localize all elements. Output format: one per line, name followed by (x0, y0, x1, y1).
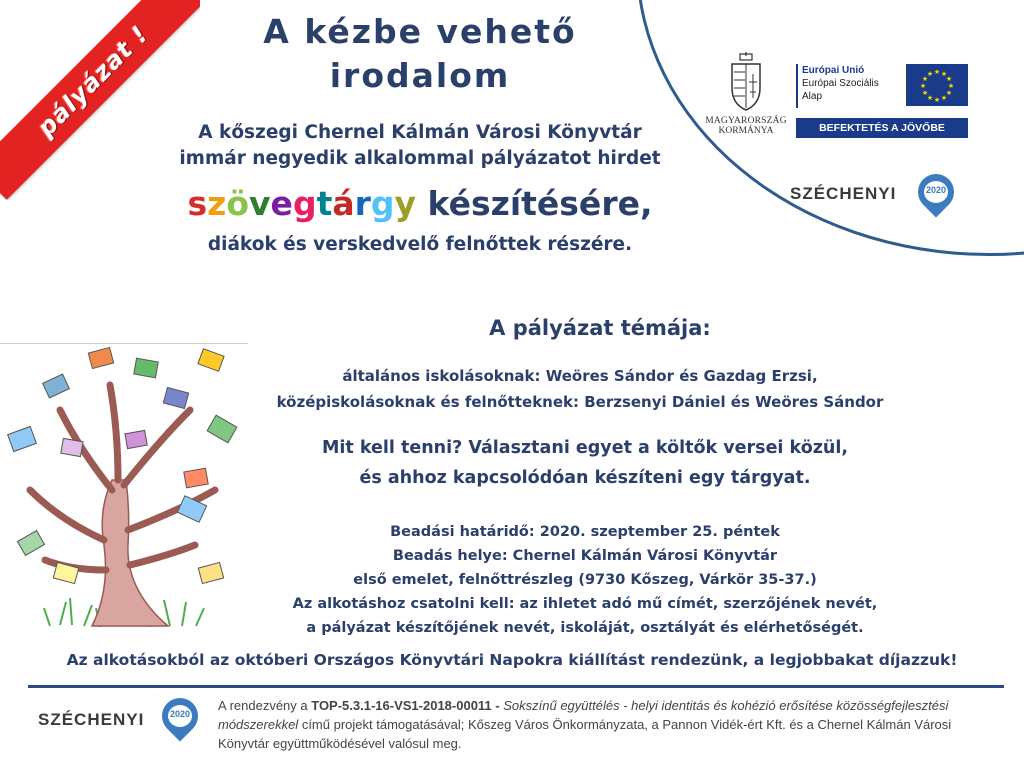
colorful-letter: g (292, 184, 317, 223)
szechenyi-logo-top (790, 170, 970, 230)
gov-logo (700, 52, 792, 136)
svg-text:★: ★ (945, 75, 953, 83)
theme-line-1: általános iskolásoknak: Weöres Sándor és Gazdag Erzsi, (342, 367, 818, 385)
svg-text:★: ★ (919, 82, 927, 90)
title-line-1: A kézbe vehető (263, 12, 577, 51)
svg-text:★: ★ (921, 75, 929, 83)
coat-of-arms-icon (726, 52, 766, 112)
page-title (200, 10, 640, 98)
colorful-letter: s (187, 184, 208, 223)
svg-text:★: ★ (933, 96, 941, 104)
colorful-letter: v (249, 184, 271, 223)
title-line-2: irodalom (329, 56, 511, 95)
szechenyi-year: 2020 (925, 185, 947, 195)
svg-text:★: ★ (933, 68, 941, 76)
svg-text:★: ★ (945, 89, 953, 97)
book-tree-icon (0, 340, 248, 640)
submission-place: Beadás helye: Chernel Kálmán Városi Könyvtár (392, 548, 778, 564)
colorful-letter: r (354, 184, 371, 223)
theme-line-2: középiskolásoknak és felnőtteknek: Berzsenyi Dániel és Weöres Sándor (276, 393, 884, 411)
colorful-word (187, 184, 416, 223)
footer-text-3: - (491, 698, 504, 713)
task-line-2: és ahhoz kapcsolódóan készíteni egy tárgyat. (359, 468, 811, 488)
attachment-requirement-1: Az alkotáshoz csatolni kell: az ihletet adó mű címét, szerzőjének nevét, (292, 596, 878, 612)
eu-flag-icon (906, 64, 968, 106)
gov-name-line-2: KORMÁNYA (718, 126, 774, 136)
colorful-letter: g (370, 184, 395, 223)
colorful-suffix: készítésére, (416, 184, 653, 223)
colorful-letter: ö (226, 184, 250, 223)
svg-text:★: ★ (940, 70, 948, 78)
gov-name-line-1: MAGYARORSZÁG (705, 116, 787, 126)
footer-szechenyi-label: SZÉCHENYI (38, 710, 145, 729)
colorful-letter: á (332, 184, 355, 223)
footer-szechenyi-year: 2020 (169, 709, 191, 719)
tree-illustration (0, 340, 248, 640)
svg-text:★: ★ (921, 89, 929, 97)
intro-line-2-b: pályázatot hirdet (474, 148, 661, 169)
colorful-letter: e (270, 184, 293, 223)
footer-divider (28, 685, 1004, 688)
exhibition-note: Az alkotásokból az októberi Országos Könyvtári Napokra kiállítást rendezünk, a legjobbakat díjazzuk! (66, 651, 958, 669)
footer-project-code: TOP-5.3.1-16-VS1-2018-00011 (311, 698, 492, 713)
eu-logo (796, 62, 970, 140)
footer-text (218, 696, 998, 753)
submission-address: első emelet, felnőttrészleg (9730 Kőszeg, Várkör 35-37.) (353, 572, 817, 588)
theme-heading: A pályázat témája: (489, 316, 711, 340)
footer-project-title: Sokszínű együttélés - helyi identitás és kohézió erősítése közösségfejlesztési módszerekkel (218, 698, 949, 732)
eu-slogan-badge: BEFEKTETÉS A JÖVŐBE (796, 118, 968, 138)
szechenyi-label: SZÉCHENYI (790, 184, 897, 203)
illustration-frame-line (0, 343, 248, 344)
eu-text-divider (796, 64, 798, 108)
deadline: Beadási határidő: 2020. szeptember 25. péntek (390, 524, 780, 540)
details (250, 520, 920, 640)
svg-text:★: ★ (947, 82, 955, 90)
szechenyi-logo-footer (38, 696, 208, 756)
task-line-1: Mit kell tenni? Választani egyet a költők versei közül, (321, 438, 849, 458)
banner-label: pályázat ! (32, 20, 154, 142)
eu-stars-icon (906, 64, 968, 106)
intro-line-2 (150, 146, 690, 172)
attachment-requirement-2: a pályázat készítőjének nevét, iskoláját, osztályát és elérhetőségét. (306, 620, 864, 636)
eu-line-3: Alap (802, 91, 823, 102)
colorful-letter: z (207, 184, 227, 223)
footer-text-5: című projekt támogatásával; Kőszeg Város Önkormányzata, a Pannon Vidék-ért Kft. és a Chernel Kálmán Városi Könyvtár együttműködésével valósul meg. (218, 717, 952, 751)
svg-text:★: ★ (926, 94, 934, 102)
svg-text:★: ★ (926, 70, 934, 78)
audience-text: diákok és verskedvelő felnőttek részére. (207, 234, 633, 255)
eu-line-1: Európai Unió (802, 65, 865, 76)
svg-text:★: ★ (940, 94, 948, 102)
footer-text-1: A rendezvény a (218, 698, 312, 713)
colorful-letter: y (394, 184, 417, 223)
eu-line-2: Európai Szociális (802, 78, 879, 89)
colorful-headline (150, 184, 690, 224)
eu-text (802, 64, 879, 103)
intro-text (150, 120, 690, 172)
intro-line-1: A kőszegi Chernel Kálmán Városi Könyvtár (198, 122, 642, 143)
intro-line-2-a: immár negyedik alkalommal (179, 148, 475, 169)
colorful-letter: t (316, 184, 333, 223)
